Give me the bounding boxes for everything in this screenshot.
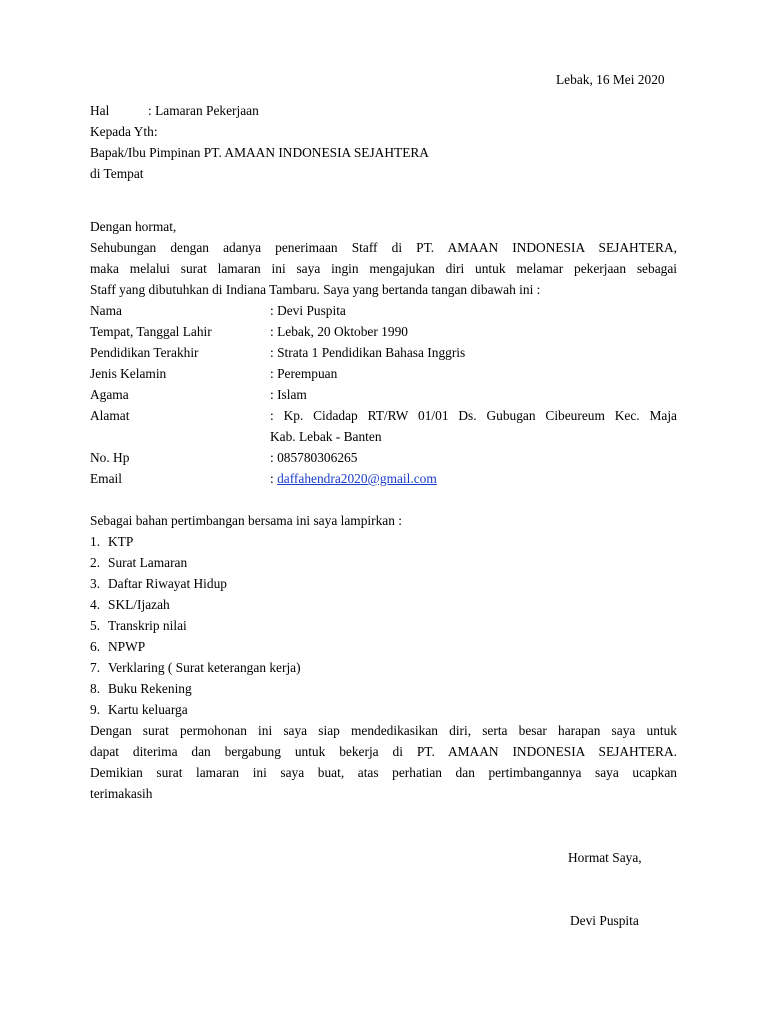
field-label-hp: No. Hp	[90, 450, 130, 465]
field-value-ttl: : Lebak, 20 Oktober 1990	[270, 324, 408, 339]
list-text: Daftar Riwayat Hidup	[108, 576, 227, 591]
list-number: 5.	[90, 618, 101, 633]
hal-value: : Lamaran Pekerjaan	[148, 103, 259, 118]
closing-line: dapat diterima dan bergabung untuk bekerja di PT. AMAAN INDONESIA SEJAHTERA.	[90, 744, 677, 759]
closing-line: Demikian surat lamaran ini saya buat, atas perhatian dan pertimbangannya saya ucapkan	[90, 765, 677, 780]
email-prefix: :	[270, 471, 278, 486]
field-label-agama: Agama	[90, 387, 129, 402]
place-date: Lebak, 16 Mei 2020	[556, 72, 665, 87]
list-item	[90, 702, 188, 718]
field-value-nama: : Devi Puspita	[270, 303, 346, 318]
location-line: di Tempat	[90, 166, 144, 181]
list-item	[90, 639, 145, 655]
recipient-line: Bapak/Ibu Pimpinan PT. AMAAN INDONESIA SEJAHTERA	[90, 145, 429, 160]
field-value-alamat	[270, 405, 677, 447]
kepada-line: Kepada Yth:	[90, 124, 158, 139]
list-text: Transkrip nilai	[108, 618, 187, 633]
list-text: Buku Rekening	[108, 681, 192, 696]
list-number: 9.	[90, 702, 101, 717]
list-item	[90, 597, 170, 613]
email-link[interactable]: daffahendra2020@gmail.com	[277, 471, 437, 486]
intro-line: maka melalui surat lamaran ini saya ingin mengajukan diri untuk melamar pekerjaan sebagai	[90, 261, 677, 276]
list-text: Surat Lamaran	[108, 555, 188, 570]
attachments-intro: Sebagai bahan pertimbangan bersama ini saya lampirkan :	[90, 513, 402, 528]
signoff: Hormat Saya,	[568, 850, 642, 865]
field-value-agama: : Islam	[270, 387, 307, 402]
list-number: 6.	[90, 639, 101, 654]
list-item	[90, 660, 301, 676]
list-text: NPWP	[108, 639, 146, 654]
intro-paragraph	[90, 237, 677, 300]
alamat-line: : Kp. Cidadap RT/RW 01/01 Ds. Gubugan Cibeureum Kec. Maja	[270, 408, 677, 423]
field-value-pendidikan: : Strata 1 Pendidikan Bahasa Inggris	[270, 345, 466, 360]
field-label-nama: Nama	[90, 303, 122, 318]
field-label-kelamin: Jenis Kelamin	[90, 366, 167, 381]
field-label-alamat: Alamat	[90, 408, 130, 423]
list-text: Verklaring ( Surat keterangan kerja)	[108, 660, 301, 675]
field-label-pendidikan: Pendidikan Terakhir	[90, 345, 199, 360]
field-label-ttl: Tempat, Tanggal Lahir	[90, 324, 212, 339]
field-value-email	[270, 471, 437, 487]
list-number: 8.	[90, 681, 101, 696]
field-value-kelamin: : Perempuan	[270, 366, 338, 381]
hal-label: Hal	[90, 103, 110, 118]
field-value-hp: : 085780306265	[270, 450, 358, 465]
list-number: 3.	[90, 576, 101, 591]
intro-line: Staff yang dibutuhkan di Indiana Tambaru. Saya yang bertanda tangan dibawah ini :	[90, 282, 541, 297]
field-label-email: Email	[90, 471, 122, 486]
list-item	[90, 534, 133, 550]
list-number: 4.	[90, 597, 101, 612]
list-text: KTP	[108, 534, 134, 549]
intro-line: Sehubungan dengan adanya penerimaan Staff di PT. AMAAN INDONESIA SEJAHTERA,	[90, 240, 677, 255]
list-item	[90, 681, 192, 697]
list-number: 2.	[90, 555, 101, 570]
alamat-line: Kab. Lebak - Banten	[270, 429, 382, 444]
closing-line: terimakasih	[90, 786, 153, 801]
list-item	[90, 555, 187, 571]
greeting: Dengan hormat,	[90, 219, 177, 234]
list-text: Kartu keluarga	[108, 702, 188, 717]
list-item	[90, 576, 227, 592]
closing-paragraph	[90, 720, 677, 804]
list-number: 7.	[90, 660, 101, 675]
list-item	[90, 618, 187, 634]
signature-name: Devi Puspita	[570, 913, 639, 928]
list-text: SKL/Ijazah	[108, 597, 170, 612]
list-number: 1.	[90, 534, 101, 549]
closing-line: Dengan surat permohonan ini saya siap mendedikasikan diri, serta besar harapan saya untuk	[90, 723, 677, 738]
